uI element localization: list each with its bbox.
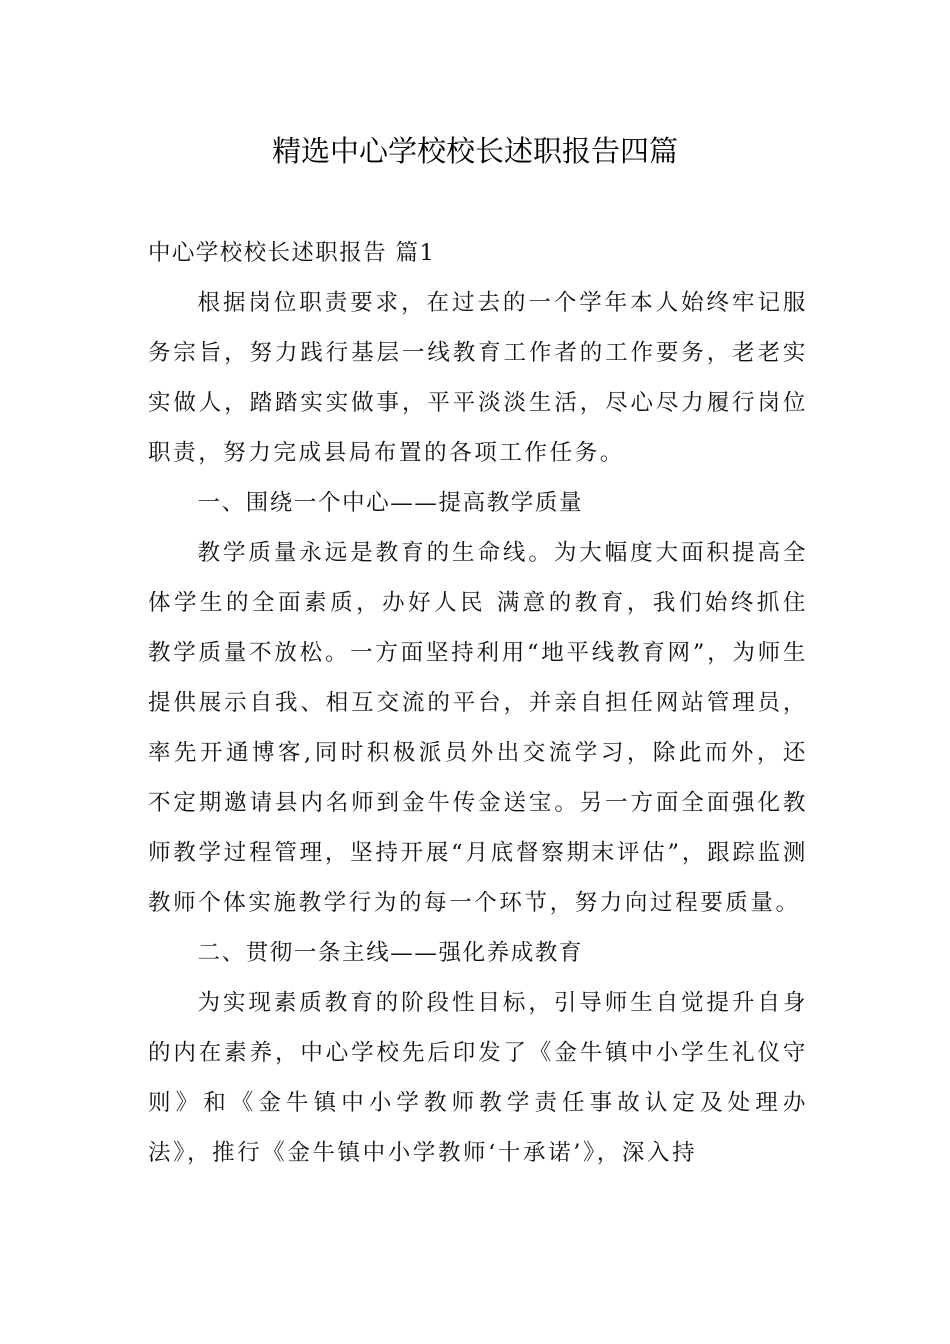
- document-body: [148, 228, 808, 1178]
- paragraph-habit-education: 为实现素质教育的阶段性目标，引导师生自觉提升自身的内在素养，中心学校先后印发了《金牛镇中小学生礼仪守则》和《金牛镇中小学教师教学责任事故认定及处理办法》，推行《金牛镇中小学教师‘十承诺’》，深入持: [148, 990, 808, 1166]
- heading-section-one: 一、围绕一个中心——提高教学质量: [197, 490, 584, 516]
- paragraph-intro: 根据岗位职责要求，在过去的一个学年本人始终牢记服务宗旨，努力践行基层一线教育工作者的工作要务，老老实实做人，踏踏实实做事，平平淡淡生活，尽心尽力履行岗位职责，努力完成县局布置的各项工作任务。: [148, 290, 808, 466]
- paragraph-teaching-quality: 教学质量永远是教育的生命线。为大幅度大面积提高全体学生的全面素质，办好人民 满意的教育，我们始终抓住教学质量不放松。一方面坚持利用“地平线教育网”，为师生提供展示自我、相互交流的平台，并亲自担任网站管理员，率先开通博客,同时积极派员外出交流学习，除此而外，还不定期邀请县内名师到金牛传金送宝。另一方面全面强化教师教学过程管理，坚持开展“月底督察期末评估”，跟踪监测教师个体实施教学行为的每一个环节，努力向过程要质量。: [148, 540, 808, 916]
- document-title: 精选中心学校校长述职报告四篇: [271, 134, 678, 168]
- heading-section-two: 二、贯彻一条主线——强化养成教育: [197, 940, 584, 966]
- section-label: 中心学校校长述职报告 篇1: [148, 240, 436, 266]
